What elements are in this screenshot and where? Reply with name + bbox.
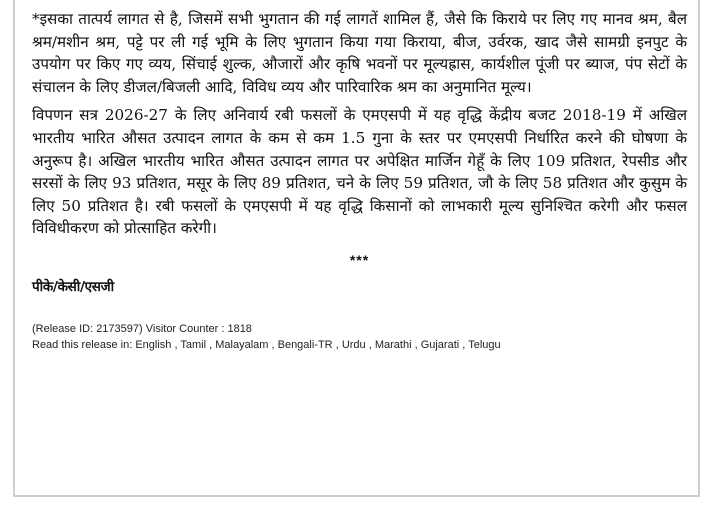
lang-link-tamil[interactable]: Tamil (180, 338, 207, 351)
lang-separator: , (206, 338, 216, 351)
lang-separator: , (171, 338, 181, 351)
lang-link-telugu[interactable]: Telugu (468, 338, 501, 351)
section-separator: *** (349, 251, 370, 268)
release-frame (13, 0, 700, 497)
release-id-visitor-counter: (Release ID: 2173597) Visitor Counter : 1818 (32, 322, 252, 335)
lang-separator: , (411, 338, 421, 351)
lang-link-malayalam[interactable]: Malayalam (215, 338, 269, 351)
lang-separator: , (365, 338, 375, 351)
msp-paragraph: विपणन सत्र 2026-27 के लिए अनिवार्य रबी फसलों के एमएसपी में यह वृद्धि केंद्रीय बजट 2018-19 में अखिल भारतीय भारित औसत उत्पादन लागत के कम से कम 1.5 गुना के स्तर पर एमएसपी निर्धारित करने की घोषणा के अनुरूप है। अखिल भारतीय भारित औसत उत्पादन लागत पर अपेक्षित मार्जिन गेहूँ के लिए 109 प्रतिशत, रेपसीड और सरसों के लिए 93 प्रतिशत, मसूर के लिए 89 प्रतिशत, चने के लिए 59 प्रतिशत, जौ के लिए 58 प्रतिशत और कुसुम के लिए 50 प्रतिशत है। रबी फसलों के एमएसपी में यह वृद्धि किसानों को लाभकारी मूल्य सुनिश्चित करेगी और फसल विविधीकरण को प्रोत्साहित करेगी। (32, 106, 687, 238)
lang-separator: , (268, 338, 278, 351)
signature-initials: पीके/केसी/एसजी (32, 278, 114, 295)
lang-link-marathi[interactable]: Marathi (374, 338, 412, 351)
lang-separator: , (459, 338, 469, 351)
lang-link-gujarati[interactable]: Gujarati (420, 338, 460, 351)
lang-link-urdu[interactable]: Urdu (341, 338, 366, 351)
lang-link-bengali-tr[interactable]: Bengali-TR (277, 338, 333, 351)
language-links-row (32, 337, 687, 353)
lang-separator: , (332, 338, 342, 351)
lang-link-english[interactable]: English (135, 338, 172, 351)
release-content (32, 8, 687, 353)
footnote-paragraph: *इसका तात्पर्य लागत से है, जिसमें सभी भुगतान की गई लागतें शामिल हैं, जैसे कि किराये पर लिए गए मानव श्रम, बैल श्रम/मशीन श्रम, पट्टे पर ली गई भूमि के लिए भुगतान किया गया किराया, बीज, उर्वरक, खाद जैसे सामग्री इनपुट के उपयोग पर किए गए व्यय, सिंचाई शुल्क, औजारों और कृषि भवनों पर मूल्यह्रास, कार्यशील पूंजी पर ब्याज, पंप सेटों के संचालन के लिए डीजल/बिजली आदि, विविध व्यय और पारिवारिक श्रम का अनुमानित मूल्य। (32, 10, 687, 96)
release-meta (32, 321, 687, 353)
read-in-label: Read this release in: (32, 338, 136, 351)
